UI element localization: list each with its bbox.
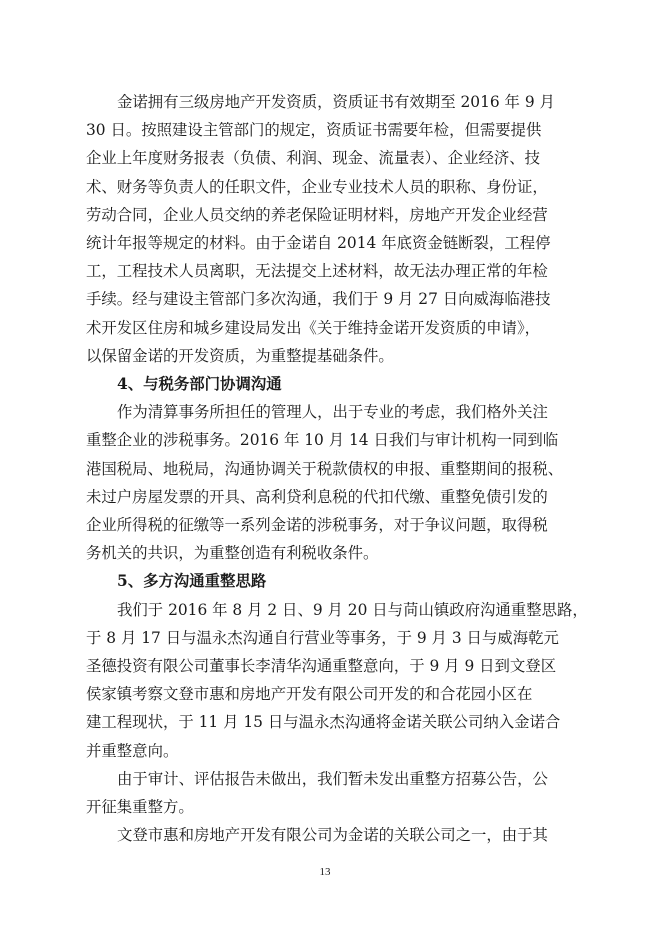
paragraph-line: 统计年报等规定的材料。由于金诺自 2014 年底资金链断裂，工程停	[86, 234, 551, 253]
paragraph-line: 企业上年度财务报表（负债、利润、现金、流量表）、企业经济、技	[86, 149, 541, 168]
paragraph-line: 由于审计、评估报告未做出，我们暂未发出重整方招募公告，公	[117, 769, 548, 788]
section-heading: 5、多方沟通重整思路	[117, 572, 267, 591]
paragraph-line: 圣德投资有限公司董事长李清华沟通重整意向，于 9 月 9 日到文登区	[86, 657, 557, 676]
paragraph-line: 重整企业的涉税事务。2016 年 10 月 14 日我们与审计机构一同到临	[86, 431, 559, 450]
paragraph-line: 术、财务等负责人的任职文件，企业专业技术人员的职称、身份证，	[86, 177, 548, 196]
paragraph-line: 未过户房屋发票的开具、高利贷利息税的代扣代缴、重整免债引发的	[86, 487, 548, 506]
paragraph-line: 港国税局、地税局，沟通协调关于税款债权的申报、重整期间的报税、	[86, 459, 564, 478]
paragraph-line: 侯家镇考察文登市惠和房地产开发有限公司开发的和合花园小区在	[86, 685, 533, 704]
paragraph-line: 并重整意向。	[86, 741, 179, 760]
paragraph-line: 开征集重整方。	[86, 798, 194, 817]
paragraph-line: 手续。经与建设主管部门多次沟通，我们于 9 月 27 日向威海临港技	[86, 290, 551, 309]
paragraph-line: 术开发区住房和城乡建设局发出《关于维持金诺开发资质的申请》，	[86, 318, 541, 337]
paragraph-line: 工，工程技术人员离职，无法提交上述材料，故无法办理正常的年检	[86, 262, 548, 281]
paragraph-line: 于 8 月 17 日与温永杰沟通自行营业等事务，于 9 月 3 日与威海乾元	[86, 628, 559, 647]
paragraph-line: 30 日。按照建设主管部门的规定，资质证书需要年检，但需要提供	[86, 121, 542, 140]
paragraph-line: 企业所得税的征缴等一系列金诺的涉税事务，对于争议问题，取得税	[86, 516, 548, 535]
section-heading: 4、与税务部门协调沟通	[117, 375, 282, 394]
paragraph-line: 建工程现状，于 11 月 15 日与温永杰沟通将金诺关联公司纳入金诺合	[86, 713, 561, 732]
paragraph-line: 金诺拥有三级房地产开发资质，资质证书有效期至 2016 年 9 月	[117, 93, 555, 111]
paragraph-line: 我们于 2016 年 8 月 2 日、9 月 20 日与苘山镇政府沟通重整思路，	[117, 600, 588, 619]
page-number: 13	[319, 866, 331, 878]
paragraph-line: 作为清算事务所担任的管理人，出于专业的考虑，我们格外关注	[117, 403, 548, 422]
body-text	[86, 88, 588, 849]
paragraph-line: 劳动合同，企业人员交纳的养老保险证明材料，房地产开发企业经营	[86, 205, 548, 224]
paragraph-line: 文登市惠和房地产开发有限公司为金诺的关联公司之一，由于其	[117, 826, 548, 845]
paragraph-line: 务机关的共识，为重整创造有利税收条件。	[86, 544, 379, 563]
paragraph-line: 以保留金诺的开发资质，为重整提基础条件。	[86, 346, 394, 365]
